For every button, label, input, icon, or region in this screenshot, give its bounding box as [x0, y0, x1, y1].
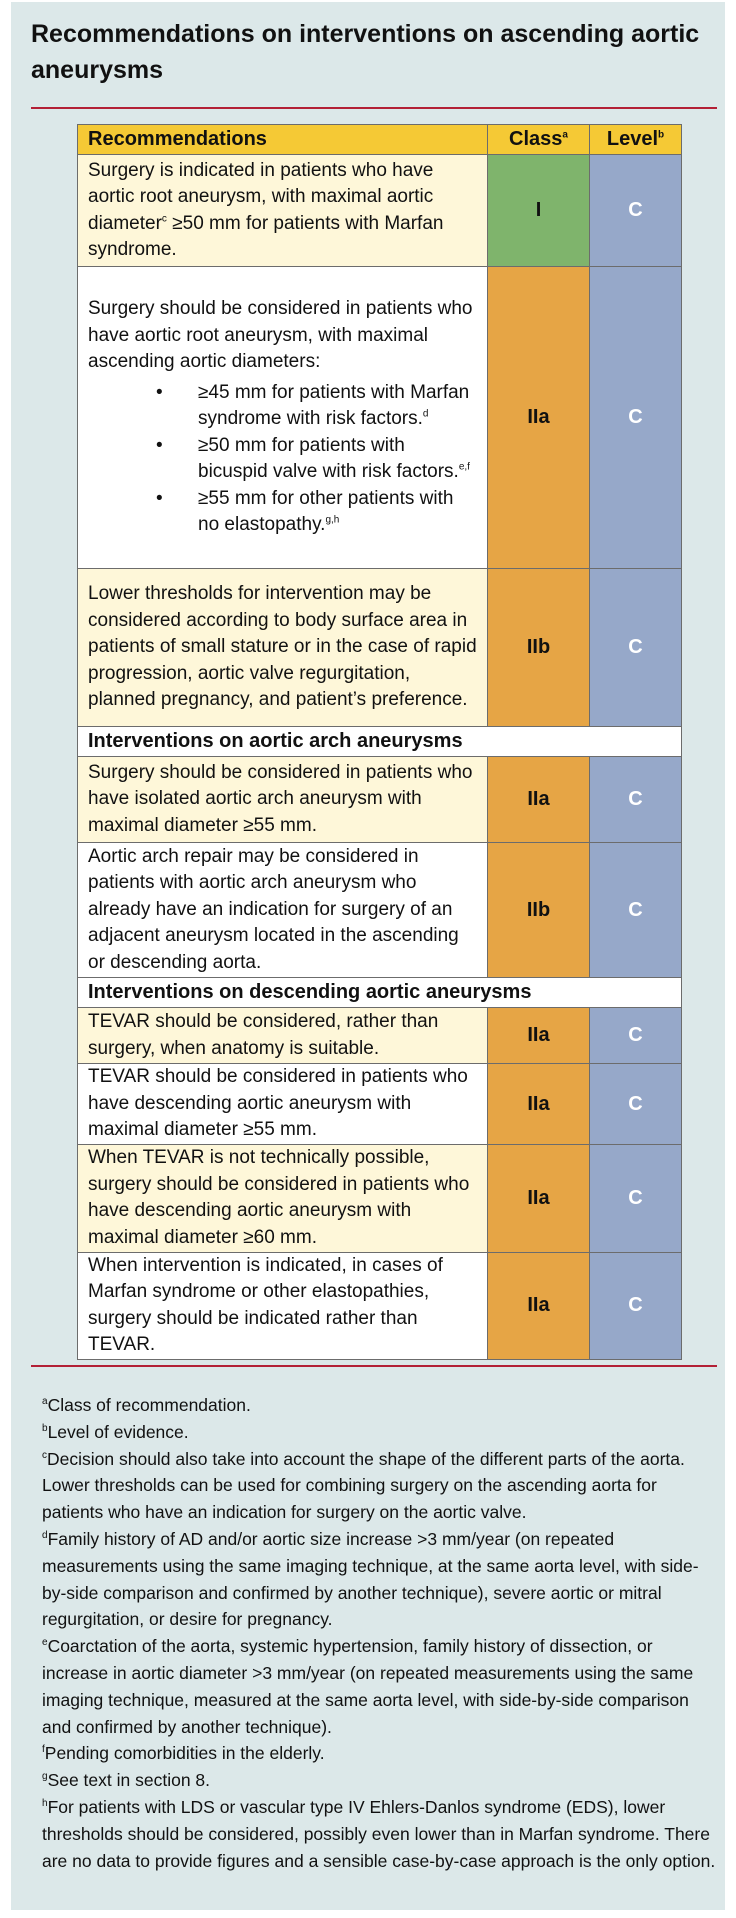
table-row: [78, 1064, 682, 1145]
header-class: Class$^a$: [488, 125, 590, 155]
footnotes: [42, 1392, 722, 1874]
class-cell: IIa: [488, 1008, 590, 1064]
class-cell: I: [488, 155, 590, 267]
recommendation-text: Surgery is indicated in patients who have aortic root aneurysm, with maximal aortic diameter$^c$ ≥50 mm for patients with Marfan syndrome.: [78, 155, 488, 267]
table-row: [78, 1144, 682, 1252]
footnote: $^c$Decision should also take into account the shape of the different parts of the aorta. Lower thresholds can be used for combining surgery on the ascending aorta for patients who have an indication for surgery on the aortic valve.: [42, 1448, 685, 1523]
recommendations-table: [77, 124, 682, 1360]
footnote: $^f$Pending comorbidities in the elderly.: [42, 1743, 325, 1764]
table-row: [78, 569, 682, 727]
table-row: [78, 843, 682, 978]
class-cell: IIb: [488, 843, 590, 978]
recommendation-text: TEVAR should be considered in patients who have descending aortic aneurysm with maximal diameter ≥55 mm.: [78, 1064, 488, 1145]
recommendation-text: TEVAR should be considered, rather than surgery, when anatomy is suitable.: [78, 1008, 488, 1064]
recommendation-text: When intervention is indicated, in cases of Marfan syndrome or other elastopathies, surgery should be indicated rather than TEVAR.: [78, 1252, 488, 1359]
recommendation-text: Surgery should be considered in patients who have isolated aortic arch aneurysm with maximal diameter ≥55 mm.: [78, 757, 488, 843]
section-row-arch: [78, 727, 682, 757]
list-item: • ≥45 mm for patients with Marfan syndrome with risk factors.$^d$: [88, 380, 479, 433]
page-title: Recommendations on interventions on ascending aortic aneurysms: [31, 20, 700, 84]
class-cell: IIa: [488, 1252, 590, 1359]
class-cell: IIa: [488, 757, 590, 843]
recommendation-panel: [11, 2, 725, 1910]
header-level: Level$^b$: [590, 125, 682, 155]
level-cell: C: [590, 1064, 682, 1145]
level-cell: C: [590, 155, 682, 267]
footnote: $^h$For patients with LDS or vascular type IV Ehlers-Danlos syndrome (EDS), lower thresholds should be considered, possibly even lower than in Marfan syndrome. There are no data to provide figures and a sensible case-by-case approach is the only option.: [42, 1796, 716, 1871]
table-row: [78, 155, 682, 267]
recommendation-text: Aortic arch repair may be considered in patients with aortic arch aneurysm who already have an indication for surgery of an adjacent aneurysm located in the ascending or descending aorta.: [78, 843, 488, 978]
level-cell: C: [590, 569, 682, 727]
threshold-list: [88, 380, 479, 539]
table-row: [78, 1008, 682, 1064]
level-cell: C: [590, 1252, 682, 1359]
class-cell: IIb: [488, 569, 590, 727]
class-cell: IIa: [488, 1064, 590, 1145]
table-row: [78, 757, 682, 843]
level-cell: C: [590, 1008, 682, 1064]
recommendation-text: Surgery should be considered in patients who have aortic root aneurysm, with maximal ascending aortic diameters: • ≥45 mm for patients with Marfan syndrome with risk factors.$^d$ • ≥50 mm for patients with bicuspid valve with risk factors.$^{e,f}$ • ≥55 mm for other patients with no elastopathy.$^{g,h}$: [78, 267, 488, 569]
footnote: $^g$See text in section 8.: [42, 1770, 211, 1791]
bottom-divider: [31, 1365, 717, 1367]
footnote: $^d$Family history of AD and/or aortic size increase >3 mm/year (on repeated measurements using the same imaging technique, at the same aorta level, with side-by-side comparison and confirmed by another technique), severe aortic or mitral regurgitation, or desire for pregnancy.: [42, 1528, 699, 1630]
footnote: $^a$Class of recommendation.: [42, 1395, 251, 1415]
level-cell: C: [590, 1144, 682, 1252]
table-row: [78, 1252, 682, 1359]
table-header-row: [78, 125, 682, 155]
recommendation-text: When TEVAR is not technically possible, surgery should be considered in patients who have descending aortic aneurysm with maximal diameter ≥60 mm.: [78, 1144, 488, 1252]
header-recommendations: Recommendations: [78, 125, 488, 155]
recommendation-text: Lower thresholds for intervention may be considered according to body surface area in patients of small stature or in the case of rapid progression, aortic valve regurgitation, planned pregnancy, and patient’s preference.: [78, 569, 488, 727]
level-cell: C: [590, 843, 682, 978]
class-cell: IIa: [488, 1144, 590, 1252]
list-item: • ≥55 mm for other patients with no elastopathy.$^{g,h}$: [88, 486, 479, 539]
class-cell: IIa: [488, 267, 590, 569]
footnote: $^e$Coarctation of the aorta, systemic hypertension, family history of dissection, or increase in aortic diameter >3 mm/year (on repeated measurements using the same imaging technique, measured at the same aorta level, with side-by-side comparison and confirmed by another technique).: [42, 1636, 694, 1737]
section-row-descending: [78, 978, 682, 1008]
level-cell: C: [590, 757, 682, 843]
list-item: • ≥50 mm for patients with bicuspid valve with risk factors.$^{e,f}$: [88, 433, 479, 486]
table-row: [78, 267, 682, 569]
section-heading: Interventions on aortic arch aneurysms: [78, 727, 682, 757]
footnote: $^b$Level of evidence.: [42, 1421, 189, 1442]
section-heading: Interventions on descending aortic aneurysms: [78, 978, 682, 1008]
top-divider: [31, 107, 717, 109]
level-cell: C: [590, 267, 682, 569]
